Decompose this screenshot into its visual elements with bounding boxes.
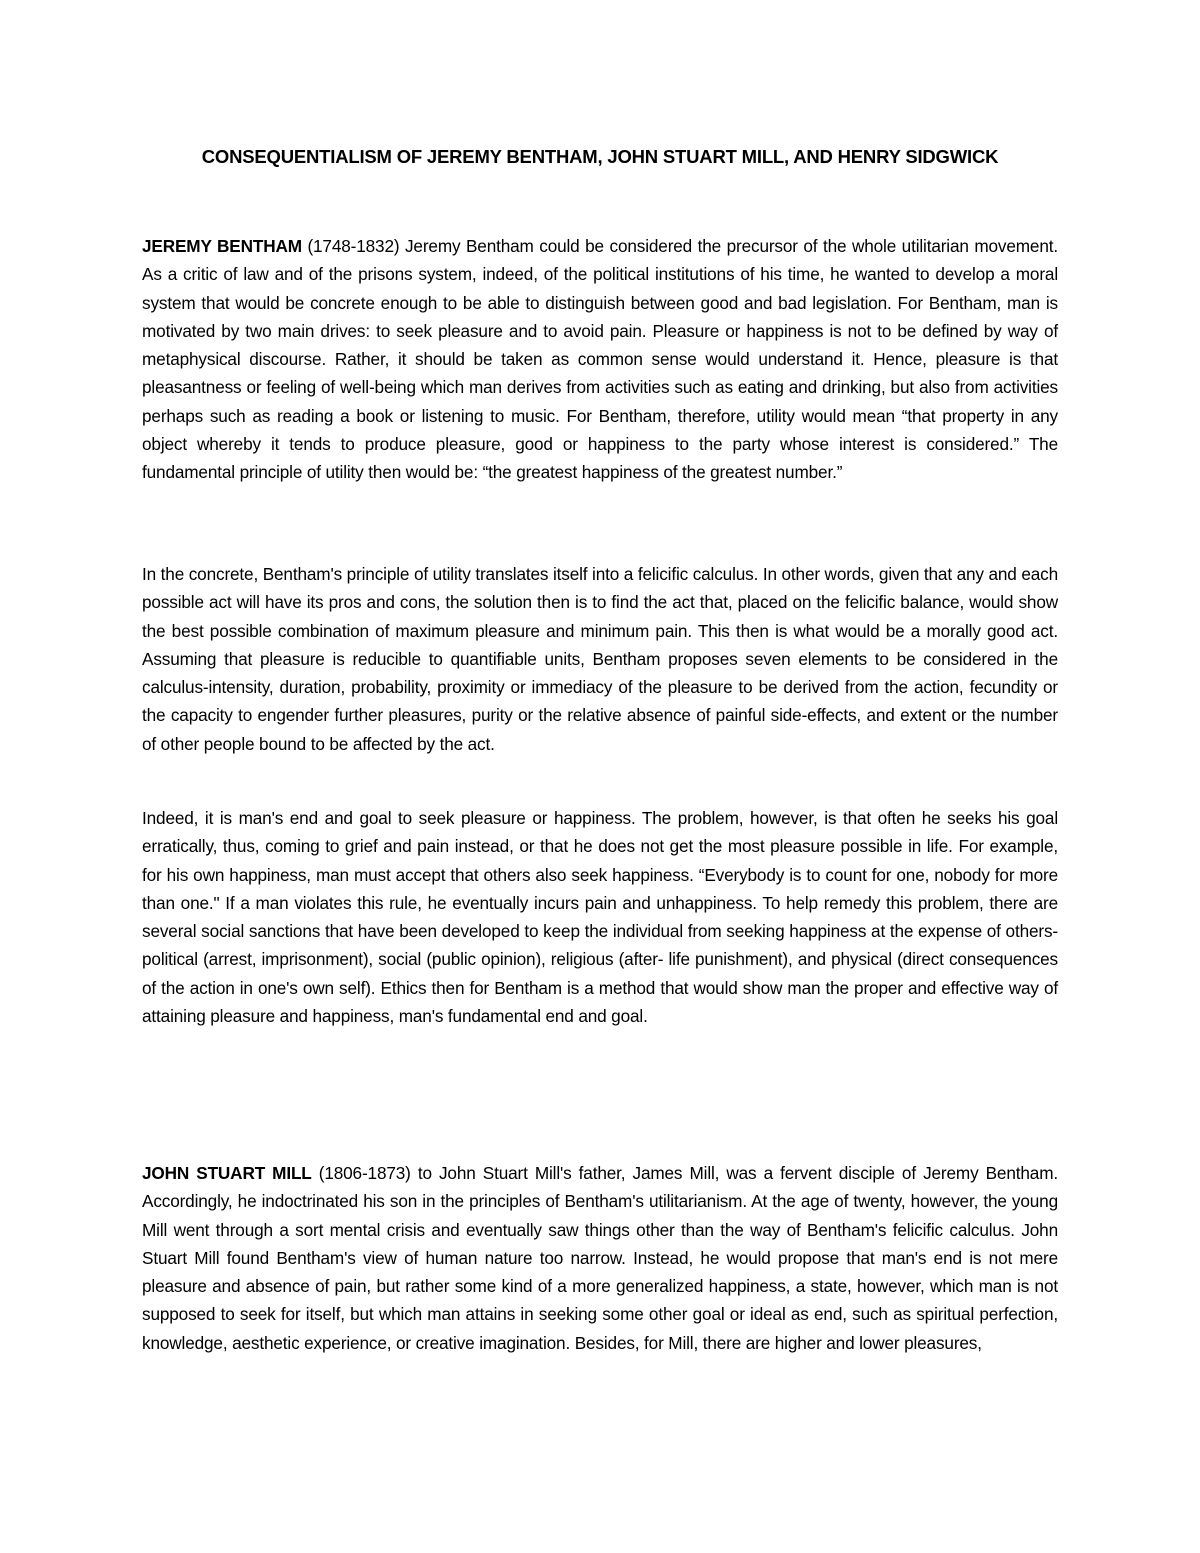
paragraph-felicific-calculus [142, 560, 1058, 758]
paragraph-text: (1748-1832) Jeremy Bentham could be considered the precursor of the whole utilitarian movement. As a critic of law and of the prisons system, indeed, of the political institutions of his time, he wanted to develop a moral system that would be concrete enough to be able to distinguish between good and bad legislation. For Bentham, man is motivated by two main drives: to seek pleasure and to avoid pain. Pleasure or happiness is not to be defined by way of metaphysical discourse. Rather, it should be taken as common sense would understand it. Hence, pleasure is that pleasantness or feeling of well-being which man derives from activities such as eating and drinking, but also from activities perhaps such as reading a book or listening to music. For Bentham, therefore, utility would mean “that property in any object whereby it tends to produce pleasure, good or happiness to the party whose interest is considered.” The fundamental principle of utility then would be: “the greatest happiness of the greatest number.” [142, 236, 1058, 483]
document-title: CONSEQUENTIALISM OF JEREMY BENTHAM, JOHN STUART MILL, AND HENRY SIDGWICK [201, 146, 999, 167]
paragraph-text: Indeed, it is man's end and goal to seek pleasure or happiness. The problem, however, is that often he seeks his goal erratically, thus, coming to grief and pain instead, or that he does not get the most pleasure possible in life. For example, for his own happiness, man must accept that others also seek happiness. “Everybody is to count for one, nobody for more than one." If a man violates this rule, he eventually incurs pain and unhappiness. To help remedy this problem, there are several social sanctions that have been developed to keep the individual from seeking happiness at the expense of others-political (arrest, imprisonment), social (public opinion), religious (after- life punishment), and physical (direct consequences of the action in one's own self). Ethics then for Bentham is a method that would show man the proper and effective way of attaining pleasure and happiness, man's fundamental end and goal. [142, 808, 1058, 1027]
section-heading-mill: JOHN STUART MILL [142, 1163, 312, 1183]
paragraph-text: In the concrete, Bentham's principle of utility translates itself into a felicific calculus. In other words, given that any and each possible act will have its pros and cons, the solution then is to find the act that, placed on the felicific balance, would show the best possible combination of maximum pleasure and minimum pain. This then is what would be a morally good act. Assuming that pleasure is reducible to quantifiable units, Bentham proposes seven elements to be considered in the calculus-intensity, duration, probability, proximity or immediacy of the pleasure to be derived from the action, fecundity or the capacity to engender further pleasures, purity or the relative absence of painful side-effects, and extent or the number of other people bound to be affected by the act. [142, 564, 1058, 754]
paragraph-bentham-intro [142, 232, 1058, 487]
section-heading-bentham: JEREMY BENTHAM [142, 236, 302, 256]
paragraph-text: (1806-1873) to John Stuart Mill's father, James Mill, was a fervent disciple of Jeremy Bentham. Accordingly, he indoctrinated his son in the principles of Bentham's utilitarianism. At the age of twenty, however, the young Mill went through a sort mental crisis and eventually saw things other than the way of Bentham's felicific calculus. John Stuart Mill found Bentham's view of human nature too narrow. Instead, he would propose that man's end is not mere pleasure and absence of pain, but rather some kind of a more generalized happiness, a state, however, which man is not supposed to seek for itself, but which man attains in seeking some other goal or ideal as end, such as spiritual perfection, knowledge, aesthetic experience, or creative imagination. Besides, for Mill, there are higher and lower pleasures, [142, 1163, 1058, 1353]
paragraph-mill-intro [142, 1159, 1058, 1357]
paragraph-social-sanctions [142, 804, 1058, 1030]
